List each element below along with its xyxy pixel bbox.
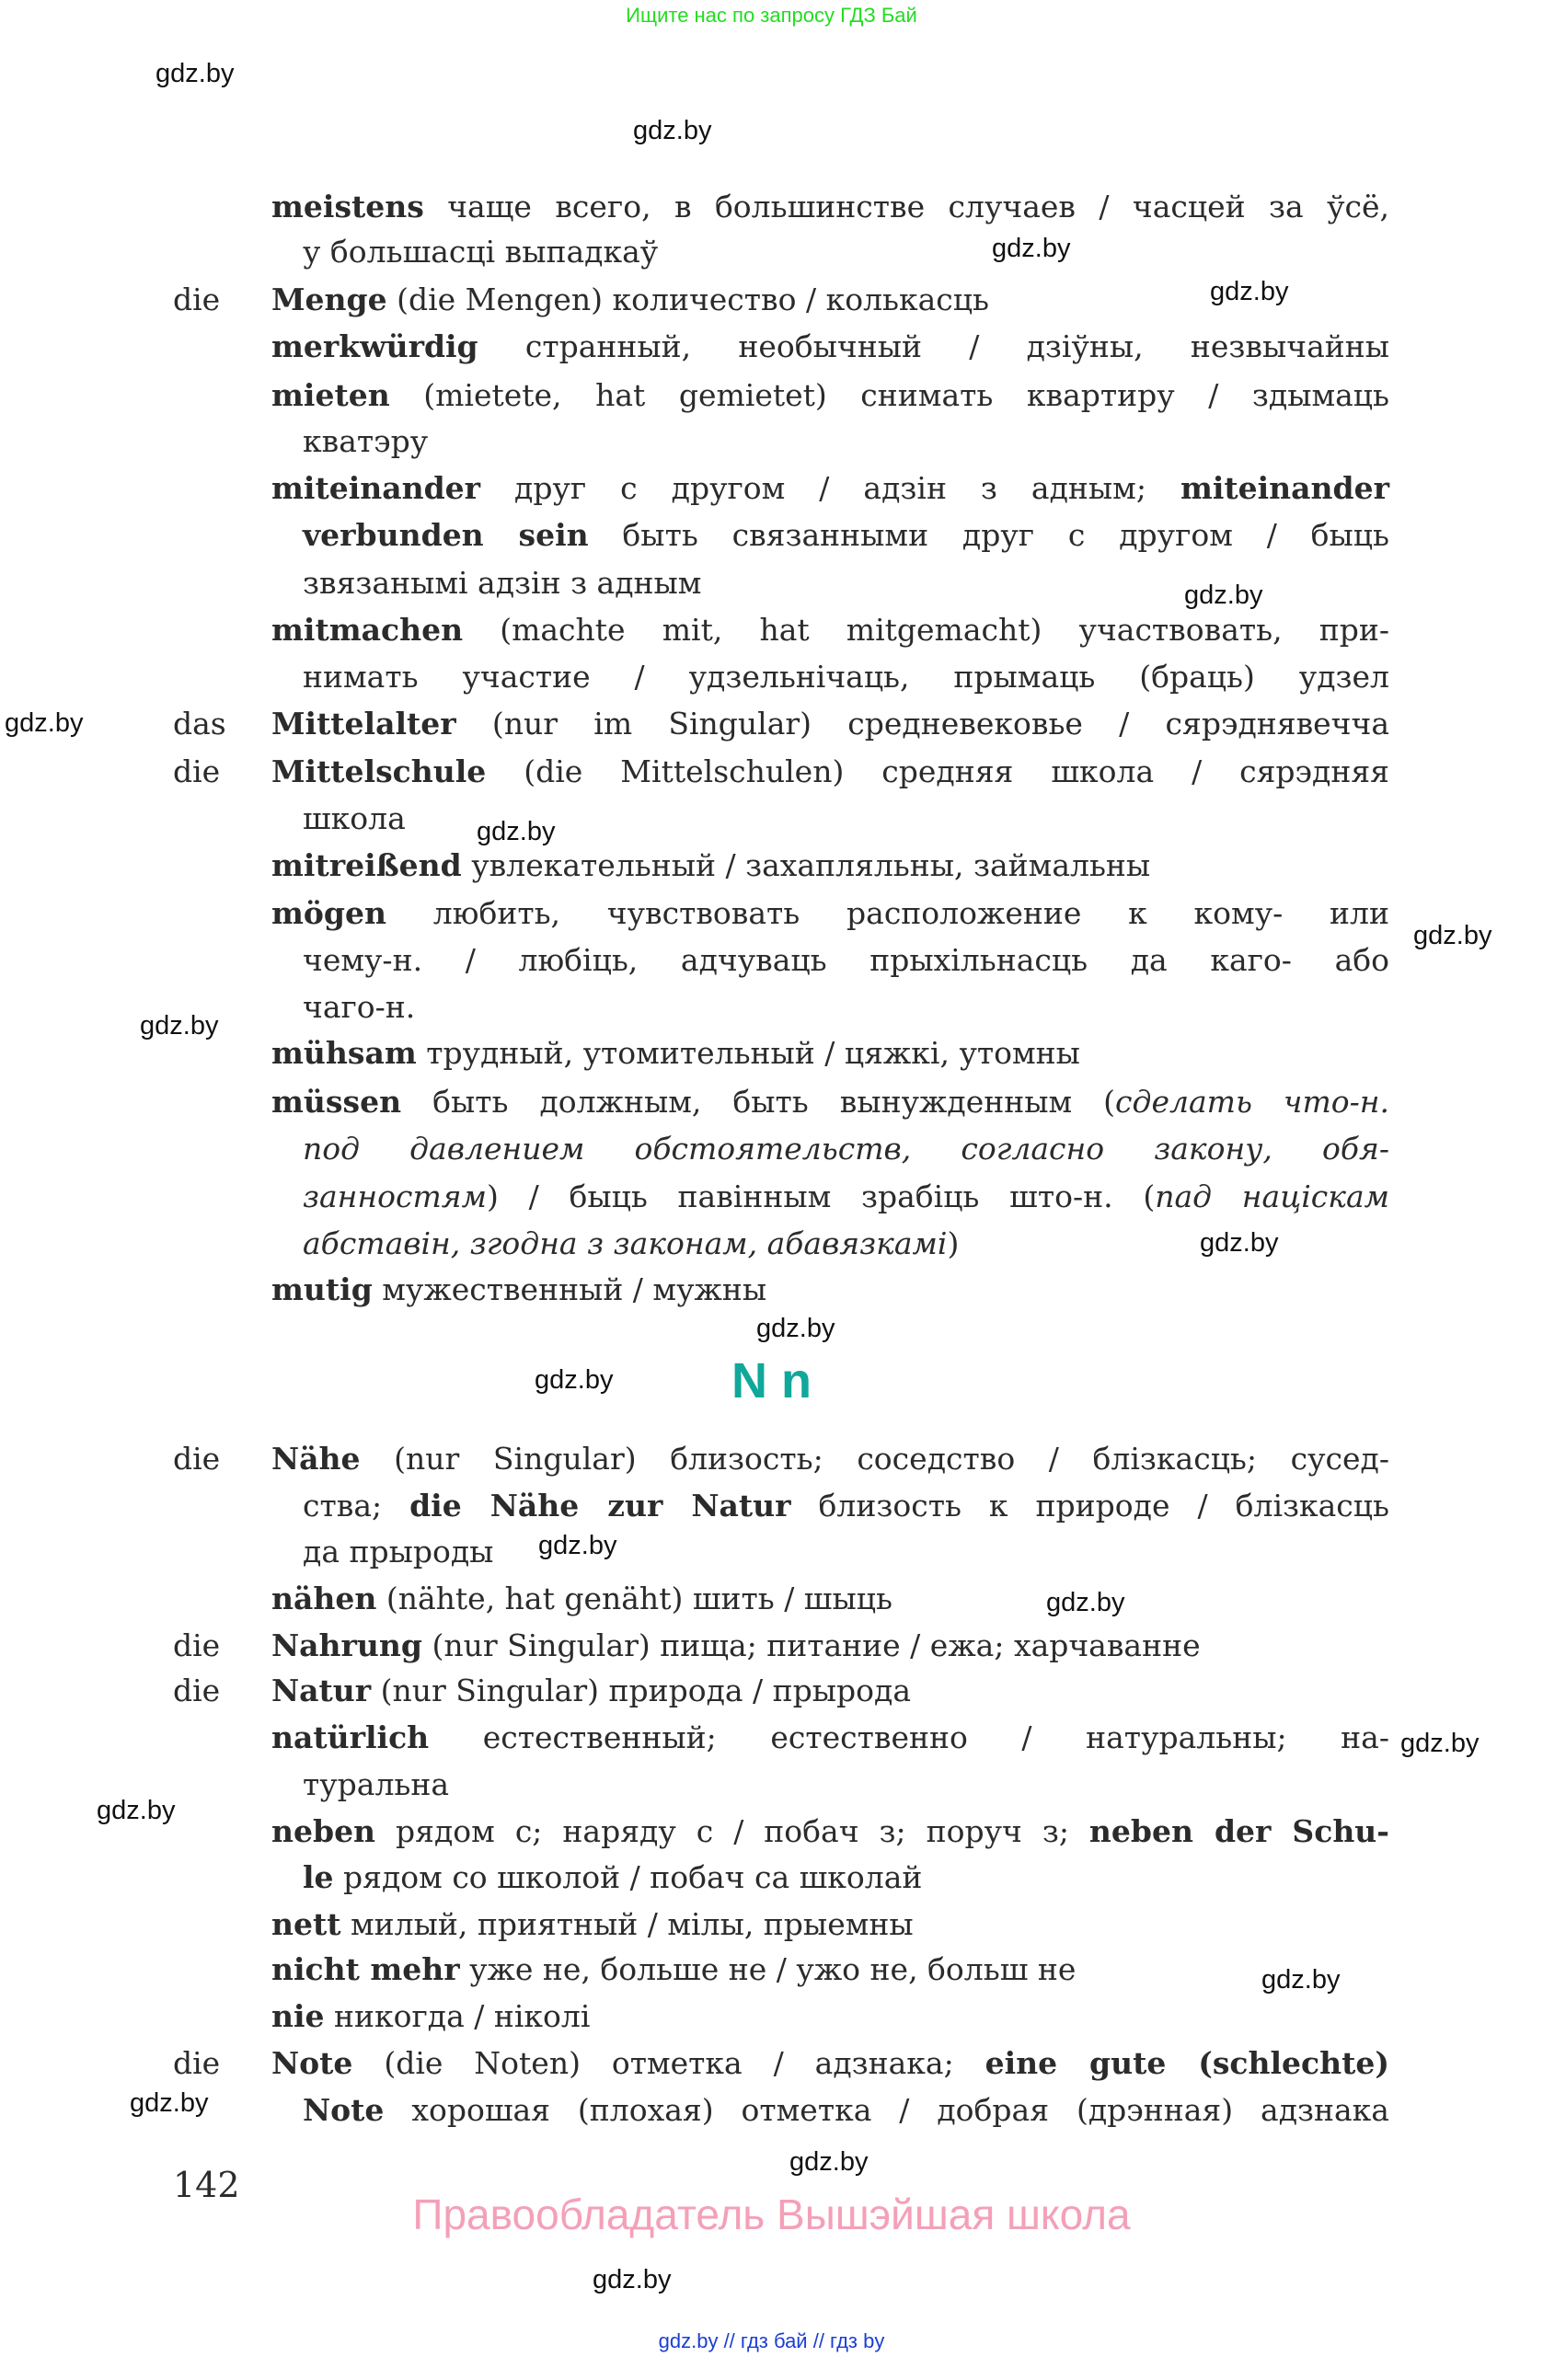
italic-gloss: занностям — [303, 1179, 487, 1214]
page-number: 142 — [173, 2165, 240, 2205]
translation: странный, необычный / дзіўны, незвычайны — [478, 328, 1389, 364]
dictionary-entry-line — [271, 1673, 1389, 1709]
section-letter-heading: N n — [731, 1353, 812, 1408]
translation: друг с другом / адзін з адным; — [480, 470, 1180, 506]
gdz-watermark: gdz.by — [155, 59, 235, 88]
gdz-watermark: gdz.by — [97, 1796, 176, 1825]
headword: Nahrung — [271, 1627, 422, 1663]
dictionary-entry-line — [271, 1906, 1389, 1943]
translation: трудный, утомительный / цяжкі, утомны — [416, 1035, 1080, 1071]
dictionary-entry-line — [271, 1441, 1389, 1477]
dictionary-entry-line — [271, 1581, 1389, 1617]
dictionary-entry-line — [271, 612, 1389, 649]
translation: (nähte, hat genäht) шить / шыць — [376, 1581, 892, 1616]
translation: (die Mengen) количество / колькасць — [386, 282, 989, 317]
dictionary-entry-line — [271, 2045, 1389, 2082]
gdz-watermark: gdz.by — [593, 2265, 672, 2294]
translation: (machte mit, hat mitgemacht) участвовать, при- — [463, 612, 1389, 648]
translation: ства; — [303, 1488, 410, 1523]
italic-gloss: пад націскам — [1155, 1179, 1389, 1214]
translation: хорошая (плохая) отметка / добрая (дрэнная) адзнака — [384, 2092, 1389, 2128]
italic-gloss: абставін, згодна з законам, абавязкамі — [303, 1225, 948, 1261]
dictionary-entry-line — [271, 1998, 1389, 2035]
translation: близость к природе / блізкасць — [790, 1488, 1389, 1523]
entry-continuation-line — [303, 989, 1389, 1026]
entry-article: das — [173, 706, 226, 742]
gdz-watermark: gdz.by — [1184, 581, 1263, 610]
dictionary-entry-line — [271, 895, 1389, 932]
translation: (nur Singular) пища; питание / ежа; харчаванне — [422, 1627, 1201, 1663]
gdz-watermark: gdz.by — [992, 234, 1071, 263]
entry-continuation-line — [303, 2092, 1389, 2129]
dictionary-entry-line — [271, 1627, 1389, 1664]
dictionary-entry-line — [271, 470, 1389, 507]
translation: (die Mittelschulen) средняя школа / сярэдняя — [486, 753, 1389, 789]
headword: nähen — [271, 1581, 377, 1616]
translation: уже не, больше не / ужо не, больш не — [459, 1951, 1077, 1987]
translation: (nur Singular) близость; соседство / блізкасць; сусед- — [360, 1441, 1389, 1477]
entry-article: die — [173, 753, 221, 789]
gdz-watermark: gdz.by — [1046, 1588, 1125, 1617]
translation: да прыроды — [303, 1534, 494, 1569]
dictionary-entry-line — [271, 1084, 1389, 1121]
headword: müssen — [271, 1084, 402, 1120]
translation: у большасці выпадкаў — [303, 234, 659, 270]
gdz-watermark: gdz.by — [1400, 1729, 1480, 1758]
headword: die Nähe zur Natur — [409, 1488, 791, 1523]
gdz-watermark: gdz.by — [789, 2147, 869, 2177]
gdz-watermark: gdz.by — [535, 1365, 614, 1395]
translation: (mietete, hat gemietet) снимать квартиру / здымаць — [389, 377, 1389, 413]
translation: рядом со школой / побач са школай — [333, 1859, 923, 1895]
gdz-watermark: gdz.by — [538, 1531, 617, 1560]
headword: miteinander — [1180, 470, 1389, 506]
footer-links[interactable]: gdz.by // гдз бай // гдз by — [658, 2329, 885, 2352]
translation: никогда / ніколі — [324, 1998, 591, 2034]
headword: neben — [271, 1813, 376, 1849]
headword: merkwürdig — [271, 328, 478, 364]
entry-continuation-line — [303, 659, 1389, 696]
entry-continuation-line — [303, 423, 1389, 460]
italic-gloss: под давлением обстоятельств, согласно закону, обя- — [303, 1131, 1389, 1167]
dictionary-entry-line — [271, 753, 1389, 790]
dictionary-entry-line — [271, 1813, 1389, 1850]
translation: чаще всего, в большинстве случаев / часцей за ўсё, — [423, 189, 1389, 224]
headword: le — [303, 1859, 334, 1895]
headword: nicht mehr — [271, 1951, 460, 1987]
entry-continuation-line — [303, 1131, 1389, 1167]
gdz-watermark: gdz.by — [477, 817, 556, 846]
headword: meistens — [271, 189, 424, 224]
headword: verbunden sein — [303, 517, 589, 553]
translation: кватэру — [303, 423, 429, 459]
headword: mieten — [271, 377, 390, 413]
dictionary-entry-line — [271, 1719, 1389, 1756]
translation: звязанымі адзін з адным — [303, 565, 702, 601]
translation: быть должным, быть вынужденным ( — [401, 1084, 1116, 1120]
headword: mühsam — [271, 1035, 417, 1071]
headword: Nähe — [271, 1441, 361, 1477]
entry-article: die — [173, 2045, 221, 2081]
translation: туральна — [303, 1766, 450, 1802]
dictionary-entry-line — [271, 1271, 1389, 1308]
entry-continuation-line — [303, 1488, 1389, 1524]
translation: мужественный / мужны — [372, 1271, 767, 1307]
headword: Note — [303, 2092, 385, 2128]
translation: школа — [303, 800, 406, 836]
entry-continuation-line — [303, 234, 1389, 270]
translation: рядом с; наряду с / побач з; поруч з; — [375, 1813, 1089, 1849]
gdz-watermark: gdz.by — [5, 708, 84, 738]
gdz-watermark: gdz.by — [1413, 921, 1492, 950]
headword: Natur — [271, 1673, 372, 1708]
translation: чему-н. / любіць, адчуваць прыхільнасць да каго- або — [303, 942, 1389, 978]
translation: милый, приятный / мілы, прыемны — [340, 1906, 914, 1942]
headword: nett — [271, 1906, 341, 1942]
translation: (nur Singular) природа / прырода — [371, 1673, 912, 1708]
entry-article: die — [173, 1627, 221, 1663]
search-hint-banner: Ищите нас по запросу ГДЗ Бай — [626, 4, 917, 27]
dictionary-entry-line — [271, 1035, 1389, 1072]
dictionary-entry-line — [271, 1951, 1389, 1988]
translation: чаго-н. — [303, 989, 416, 1025]
rights-holder-notice: Правообладатель Вышэйшая школа — [412, 2190, 1131, 2238]
gdz-watermark: gdz.by — [140, 1011, 219, 1041]
translation: (nur im Singular) средневековье / сярэднявечча — [455, 706, 1389, 742]
entry-article: die — [173, 1673, 221, 1708]
entry-continuation-line — [303, 517, 1389, 554]
entry-continuation-line — [303, 942, 1389, 979]
translation: увлекательный / захапляльны, займальны — [461, 847, 1151, 883]
headword: eine gute (schlechte) — [985, 2045, 1389, 2081]
dictionary-entry-line — [271, 328, 1389, 365]
entry-continuation-line — [303, 800, 1389, 837]
gdz-watermark: gdz.by — [1200, 1228, 1279, 1258]
entry-continuation-line — [303, 1179, 1389, 1215]
translation: любить, чувствовать расположение к кому- или — [386, 895, 1389, 931]
entry-continuation-line — [303, 1534, 1389, 1570]
dictionary-entry-line — [271, 706, 1389, 742]
gdz-watermark: gdz.by — [1261, 1965, 1341, 1995]
gdz-watermark: gdz.by — [756, 1314, 835, 1343]
headword: mitreißend — [271, 847, 462, 883]
translation: нимать участие / удзельнічаць, прымаць (браць) удзел — [303, 659, 1389, 695]
headword: mitmachen — [271, 612, 464, 648]
translation: (die Noten) отметка / адзнака; — [352, 2045, 985, 2081]
translation: быть связанными друг с другом / быць — [588, 517, 1389, 553]
headword: neben der Schu- — [1088, 1813, 1389, 1849]
entry-continuation-line — [303, 1766, 1389, 1803]
headword: nie — [271, 1998, 325, 2034]
translation: ) — [947, 1225, 960, 1261]
entry-article: die — [173, 282, 221, 317]
headword: natürlich — [271, 1719, 430, 1755]
headword: Mittelschule — [271, 753, 487, 789]
gdz-watermark: gdz.by — [633, 116, 712, 145]
headword: Mittelalter — [271, 706, 456, 742]
translation: ) / быць павінным зрабіць што-н. ( — [487, 1179, 1156, 1214]
italic-gloss: сделать что-н. — [1115, 1084, 1389, 1120]
dictionary-entry-line — [271, 847, 1389, 884]
dictionary-entry-line — [271, 377, 1389, 414]
headword: Menge — [271, 282, 387, 317]
gdz-watermark: gdz.by — [1210, 277, 1289, 306]
headword: Note — [271, 2045, 353, 2081]
entry-continuation-line — [303, 1859, 1389, 1896]
headword: mutig — [271, 1271, 373, 1307]
entry-article: die — [173, 1441, 221, 1477]
translation: естественный; естественно / натуральны; на- — [429, 1719, 1389, 1755]
gdz-watermark: gdz.by — [130, 2088, 209, 2118]
headword: miteinander — [271, 470, 481, 506]
headword: mögen — [271, 895, 386, 931]
dictionary-entry-line — [271, 189, 1389, 225]
